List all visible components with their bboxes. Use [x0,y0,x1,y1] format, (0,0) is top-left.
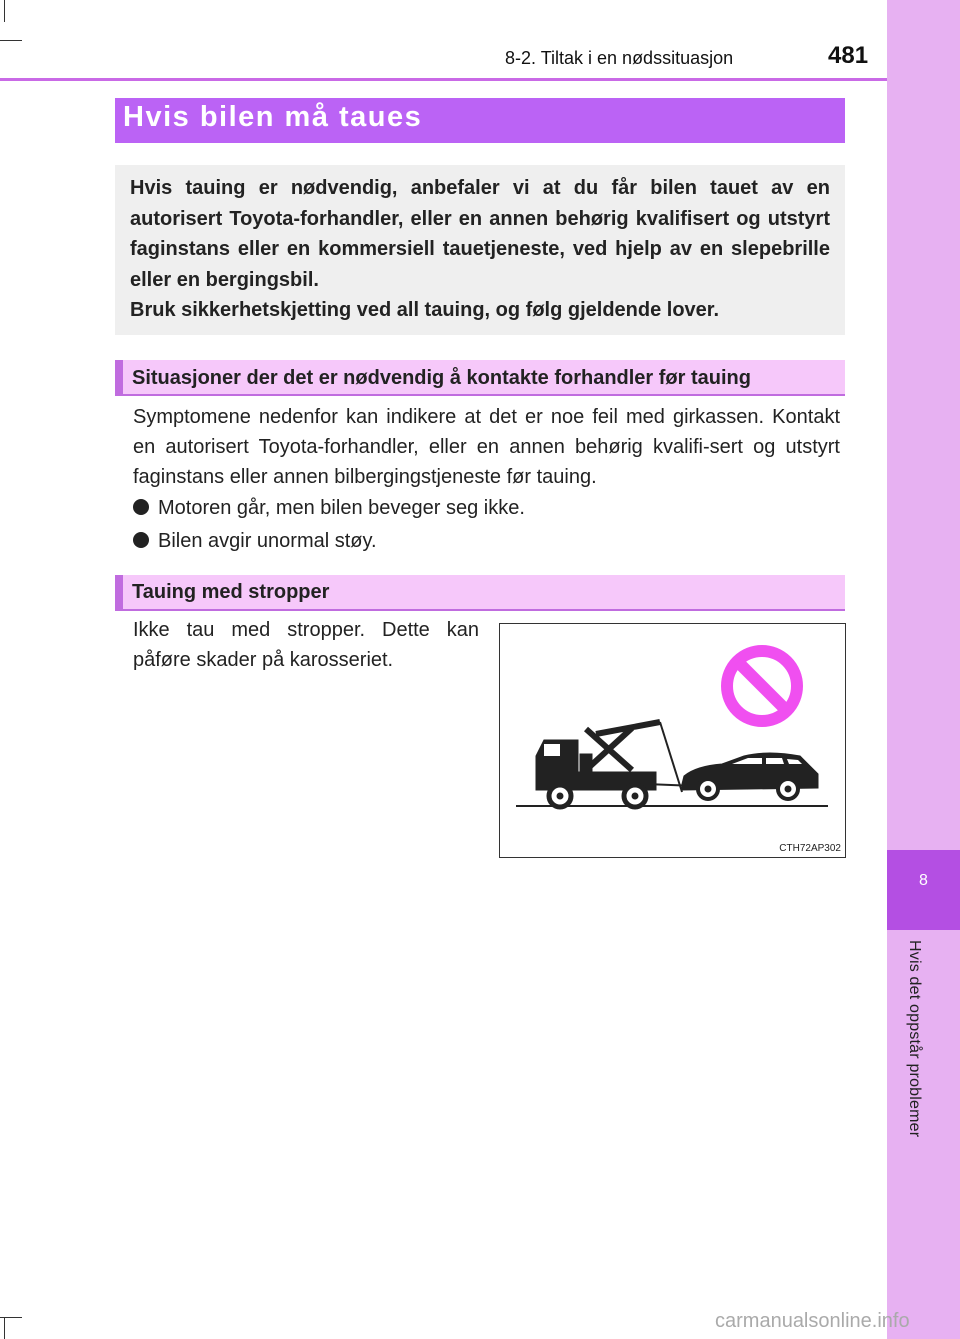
intro-text [130,173,830,326]
bullet-text: Bilen avgir unormal støy. [158,530,377,552]
subheading-accent [115,360,123,396]
bullet-item [133,497,525,520]
header-rule [0,78,887,81]
bullet-text: Motoren går, men bilen beveger seg ikke. [158,497,525,519]
figure-caption: CTH72AP302 [779,843,841,854]
crop-mark [0,1317,22,1318]
bullet-dot [133,499,149,515]
chapter-number-box [887,850,960,930]
body-paragraph: Symptomene nedenfor kan indikere at det er noe feil med girkassen. Kontakt en autorisert Toyota-forhandler, eller en annen behørig kvalifi-sert og utstyrt faginstans eller annen bilbergingstjeneste før tauing. [133,406,840,488]
intro-paragraph: Hvis tauing er nødvendig, anbefaler vi at du får bilen tauet av en autorisert Toyota-forhandler, eller en annen behørig kvalifisert og utstyrt faginstans eller en kommersiell tauetjeneste, ved hjelp av en slepebrille eller en bergingsbil. [130,177,830,291]
body-paragraph: Ikke tau med stropper. Dette kan påføre skader på karosseriet. [133,619,479,671]
page-number: 481 [828,42,869,69]
subheading-accent [115,575,123,611]
crop-mark [4,0,5,22]
intro-paragraph: Bruk sikkerhetskjetting ved all tauing, og følg gjeldende lover. [130,299,720,321]
bullet-dot [133,532,149,548]
tow-truck-drawing [500,624,845,857]
page-title: Hvis bilen må taues [123,101,423,133]
chapter-label: Hvis det oppstår problemer [906,940,923,1138]
section-header: 8-2. Tiltak i en nødssituasjon [505,48,734,68]
car-icon [682,753,818,799]
crop-mark [0,40,22,41]
subheading: Tauing med stropper [132,581,330,603]
towing-illustration [499,623,846,858]
watermark: carmanualsonline.info [715,1310,910,1332]
subheading: Situasjoner der det er nødvendig å kontakte forhandler før tauing [132,367,751,389]
prohibited-icon [727,651,797,721]
tow-truck-icon [536,722,696,807]
bullet-item [133,530,377,553]
chapter-side-tab [887,0,960,1339]
chapter-number: 8 [919,872,928,889]
crop-mark [4,1317,5,1339]
